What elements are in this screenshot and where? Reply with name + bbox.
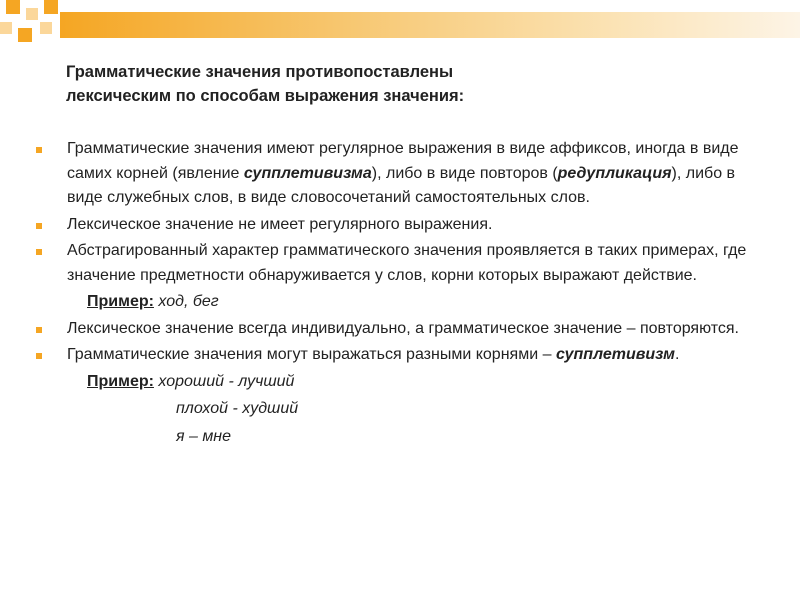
example-label: Пример: bbox=[87, 372, 154, 390]
example-line bbox=[36, 370, 756, 395]
example-words: я – мне bbox=[176, 427, 232, 445]
example-line bbox=[36, 290, 756, 315]
example-words: хороший - лучший bbox=[158, 372, 295, 390]
term-reduplication: редупликация bbox=[557, 164, 672, 182]
slide-title bbox=[66, 60, 666, 108]
decor-square bbox=[26, 8, 38, 20]
example-words: ход, бег bbox=[158, 293, 219, 310]
slide-title-line: лексическим по способам выражения значения: bbox=[66, 87, 465, 105]
decor-square bbox=[0, 22, 12, 34]
decor-square bbox=[40, 22, 52, 34]
square-bullet-icon bbox=[36, 223, 42, 229]
bullet-item: Лексическое значение всегда индивидуально, а грамматическое значение – повторяются. bbox=[36, 317, 756, 342]
term-suppletivism: супплетивизма bbox=[243, 164, 372, 182]
decor-square bbox=[6, 0, 20, 14]
term-suppletivism: супплетивизм bbox=[555, 346, 675, 363]
bullet-item: Лексическое значение не имеет регулярного выражения. bbox=[36, 213, 756, 238]
decor-square bbox=[44, 0, 58, 14]
example-label: Пример: bbox=[87, 293, 154, 310]
slide-title-line: Грамматические значения противопоставлены bbox=[66, 63, 454, 81]
square-bullet-icon bbox=[36, 353, 42, 359]
slide-content bbox=[36, 137, 756, 449]
square-bullet-icon bbox=[36, 327, 42, 333]
bullet-item: Грамматические значения могут выражаться разными корнями – супплетивизм. bbox=[36, 343, 756, 368]
decor-square bbox=[18, 28, 32, 42]
header-gradient-bar bbox=[60, 12, 800, 38]
square-bullet-icon bbox=[36, 249, 42, 255]
example-words: плохой - худший bbox=[176, 400, 299, 417]
square-bullet-icon bbox=[36, 147, 42, 153]
bullet-item: Абстрагированный характер грамматического значения проявляется в таких примерах, где значение предметности обнаруживается у слов, корни которых выражают действие. bbox=[36, 239, 756, 288]
bullet-item: Грамматические значения имеют регулярное выражения в виде аффиксов, иногда в виде самих корней (явление супплетивизма), либо в виде повторов (редупликация), либо в виде служебных слов, в виде словосочетаний самостоятельных слов. bbox=[36, 137, 756, 211]
